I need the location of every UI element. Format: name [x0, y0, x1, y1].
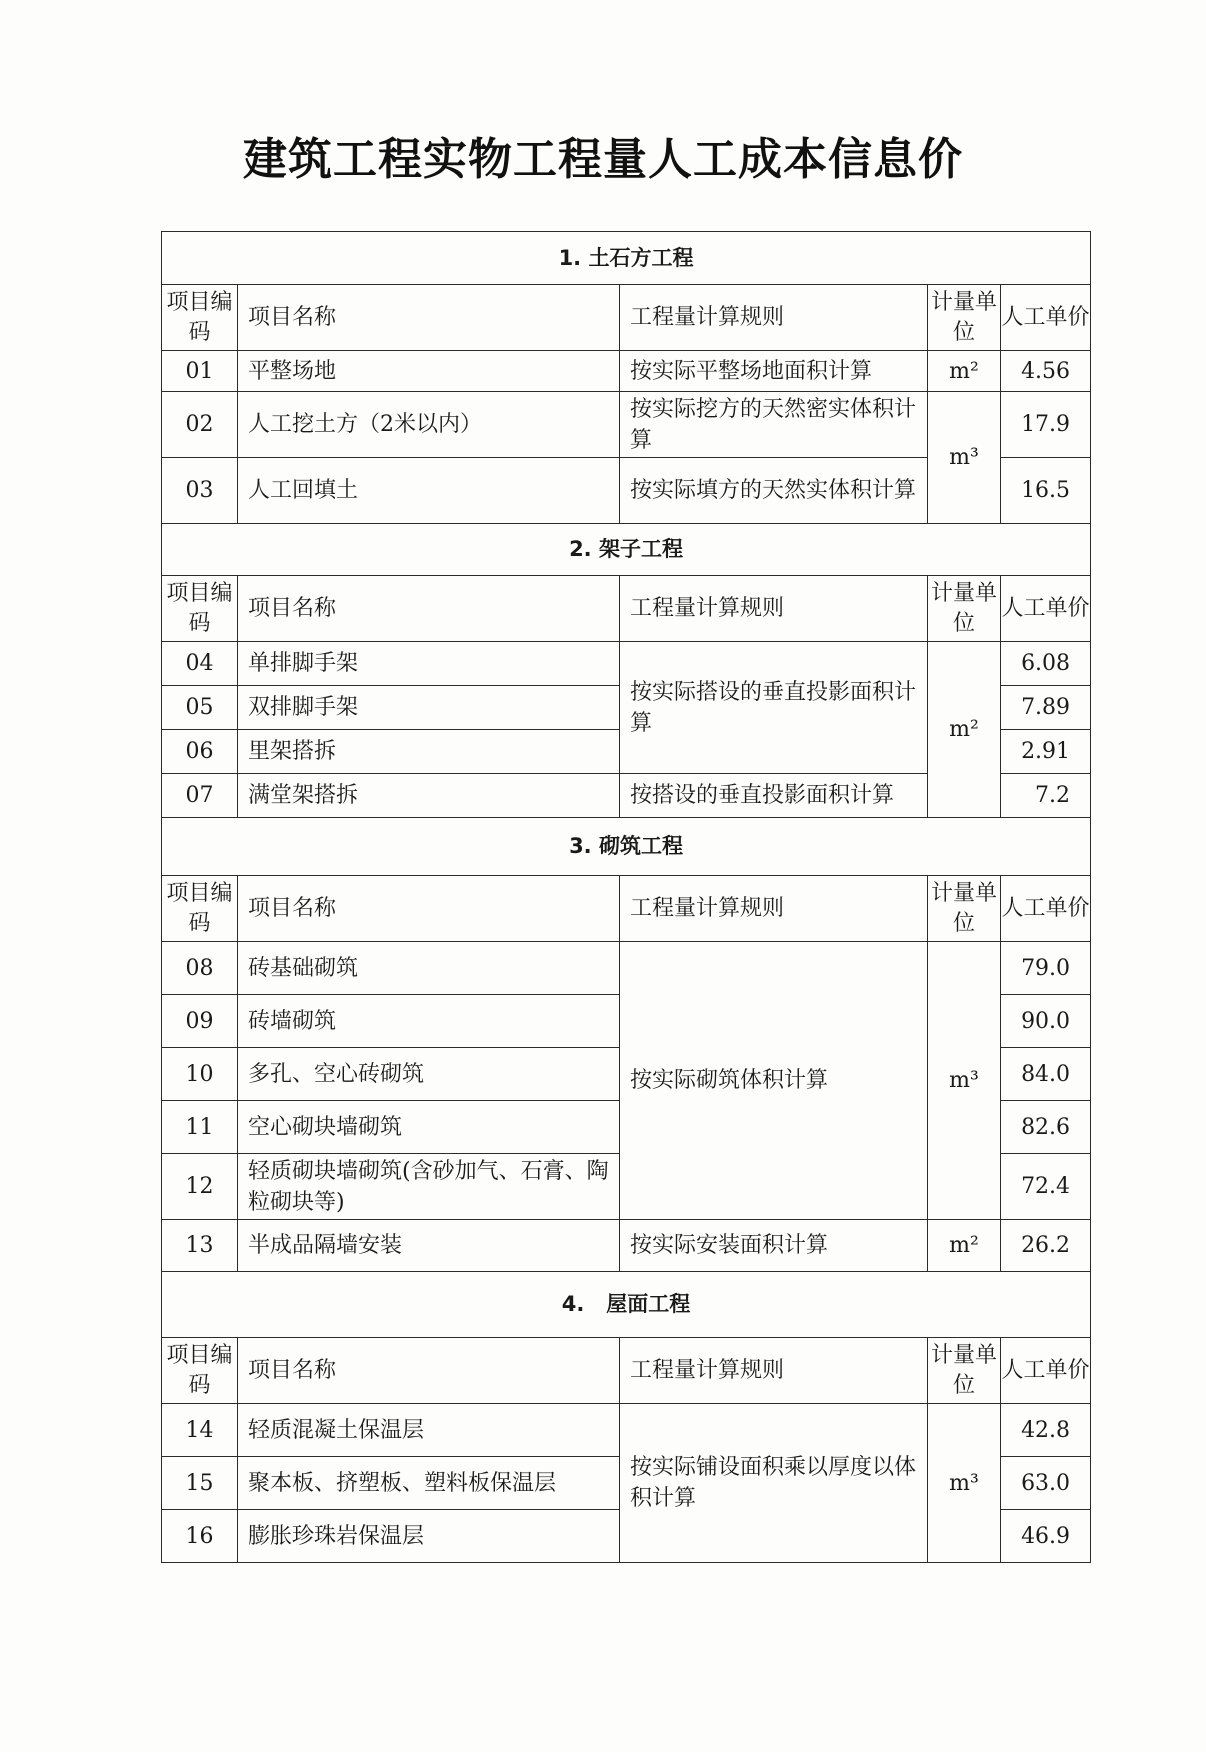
item-rule: 按实际铺设面积乘以厚度以体积计算: [620, 1404, 928, 1563]
table-header-row: [162, 1338, 1091, 1404]
item-code: 02: [162, 392, 238, 458]
item-price: 2.91: [1001, 730, 1091, 774]
table-row: [162, 351, 1091, 392]
section-title: 4. 屋面工程: [162, 1272, 1091, 1338]
item-price: 63.0: [1001, 1457, 1091, 1510]
item-code: 01: [162, 351, 238, 392]
item-name: 人工回填土: [238, 458, 620, 524]
header-price: 人工单价: [1001, 1338, 1091, 1404]
section-title: 1. 土石方工程: [162, 232, 1091, 285]
item-code: 03: [162, 458, 238, 524]
item-name: 聚本板、挤塑板、塑料板保温层: [238, 1457, 620, 1510]
item-price: 26.2: [1001, 1220, 1091, 1272]
page-title: 建筑工程实物工程量人工成本信息价: [243, 134, 963, 185]
item-unit: m²: [928, 351, 1001, 392]
header-price: 人工单价: [1001, 576, 1091, 642]
item-rule: 按实际挖方的天然密实体积计算: [620, 392, 928, 458]
table-row: [162, 392, 1091, 458]
item-name: 轻质砌块墙砌筑(含砂加气、石膏、陶粒砌块等): [238, 1154, 620, 1220]
item-rule: 按实际砌筑体积计算: [620, 942, 928, 1220]
header-name: 项目名称: [238, 1338, 620, 1404]
item-price: 82.6: [1001, 1101, 1091, 1154]
cost-table: [161, 231, 1091, 1563]
item-code: 13: [162, 1220, 238, 1272]
section-title: 2. 架子工程: [162, 524, 1091, 576]
header-code: 项目编码: [162, 576, 238, 642]
item-rule: 按实际安装面积计算: [620, 1220, 928, 1272]
table-row: [162, 1220, 1091, 1272]
header-name: 项目名称: [238, 576, 620, 642]
item-price: 42.8: [1001, 1404, 1091, 1457]
item-code: 10: [162, 1048, 238, 1101]
table-row: [162, 942, 1091, 995]
table-header-row: [162, 876, 1091, 942]
item-rule: 按实际搭设的垂直投影面积计算: [620, 642, 928, 774]
item-code: 12: [162, 1154, 238, 1220]
item-price: 79.0: [1001, 942, 1091, 995]
item-rule: 按实际平整场地面积计算: [620, 351, 928, 392]
item-price: 84.0: [1001, 1048, 1091, 1101]
header-code: 项目编码: [162, 1338, 238, 1404]
table-header-row: [162, 285, 1091, 351]
item-code: 07: [162, 774, 238, 818]
item-price: 90.0: [1001, 995, 1091, 1048]
header-rule: 工程量计算规则: [620, 876, 928, 942]
item-price: 17.9: [1001, 392, 1091, 458]
item-name: 平整场地: [238, 351, 620, 392]
item-name: 半成品隔墙安装: [238, 1220, 620, 1272]
item-unit: m³: [928, 392, 1001, 524]
item-unit: m²: [928, 642, 1001, 818]
item-name: 砖基础砌筑: [238, 942, 620, 995]
header-price: 人工单价: [1001, 876, 1091, 942]
item-name: 多孔、空心砖砌筑: [238, 1048, 620, 1101]
item-price: 72.4: [1001, 1154, 1091, 1220]
item-unit: m³: [928, 942, 1001, 1220]
header-rule: 工程量计算规则: [620, 285, 928, 351]
item-name: 满堂架搭拆: [238, 774, 620, 818]
header-unit: 计量单位: [928, 576, 1001, 642]
item-name: 空心砌块墙砌筑: [238, 1101, 620, 1154]
header-unit: 计量单位: [928, 285, 1001, 351]
item-code: 11: [162, 1101, 238, 1154]
item-name: 里架搭拆: [238, 730, 620, 774]
header-name: 项目名称: [238, 876, 620, 942]
header-unit: 计量单位: [928, 1338, 1001, 1404]
item-code: 16: [162, 1510, 238, 1563]
item-name: 双排脚手架: [238, 686, 620, 730]
item-price: 4.56: [1001, 351, 1091, 392]
header-name: 项目名称: [238, 285, 620, 351]
item-name: 砖墙砌筑: [238, 995, 620, 1048]
header-code: 项目编码: [162, 876, 238, 942]
item-code: 09: [162, 995, 238, 1048]
header-unit: 计量单位: [928, 876, 1001, 942]
item-code: 15: [162, 1457, 238, 1510]
item-code: 08: [162, 942, 238, 995]
table-row: [162, 1404, 1091, 1457]
table-row: [162, 642, 1091, 686]
table-header-row: [162, 576, 1091, 642]
item-name: 轻质混凝土保温层: [238, 1404, 620, 1457]
item-name: 膨胀珍珠岩保温层: [238, 1510, 620, 1563]
item-code: 05: [162, 686, 238, 730]
item-price: 46.9: [1001, 1510, 1091, 1563]
item-unit: m³: [928, 1404, 1001, 1563]
item-price: 7.2: [1001, 774, 1091, 818]
item-code: 04: [162, 642, 238, 686]
item-rule: 按搭设的垂直投影面积计算: [620, 774, 928, 818]
header-rule: 工程量计算规则: [620, 576, 928, 642]
item-price: 6.08: [1001, 642, 1091, 686]
item-name: 单排脚手架: [238, 642, 620, 686]
item-price: 7.89: [1001, 686, 1091, 730]
item-rule: 按实际填方的天然实体积计算: [620, 458, 928, 524]
header-rule: 工程量计算规则: [620, 1338, 928, 1404]
item-name: 人工挖土方（2米以内）: [238, 392, 620, 458]
header-code: 项目编码: [162, 285, 238, 351]
item-code: 06: [162, 730, 238, 774]
item-unit: m²: [928, 1220, 1001, 1272]
section-title: 3. 砌筑工程: [162, 818, 1091, 876]
header-price: 人工单价: [1001, 285, 1091, 351]
item-price: 16.5: [1001, 458, 1091, 524]
item-code: 14: [162, 1404, 238, 1457]
